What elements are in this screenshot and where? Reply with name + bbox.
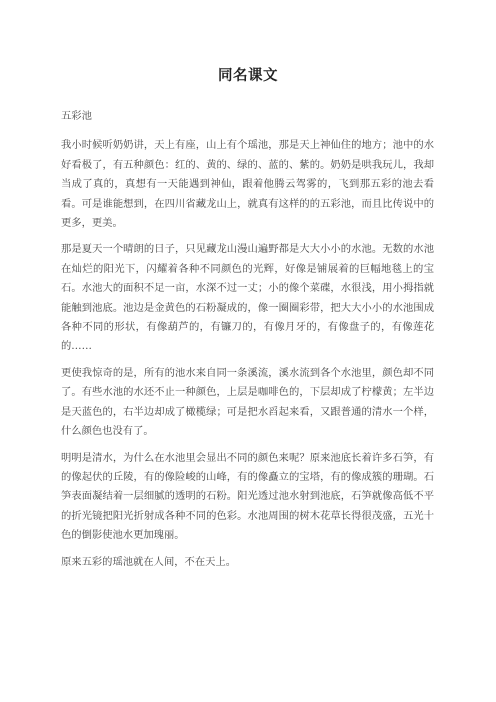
paragraph-1: 我小时候听奶奶讲，天上有座，山上有个瑶池，那是天上神仙住的地方；池中的水好看极了，有五种颜色：红的、黄的、绿的、蓝的、紫的。奶奶是哄我玩儿，我却当成了真的，真想有一天能遇到神仙，跟着他腾云驾雾的，飞到那五彩的池去看看。可是谁能想到，在四川省藏龙山上，就真有这样的的五彩池，而且比传说中的更多，更美。 <box>61 139 434 230</box>
paragraph-3: 更使我惊奇的是，所有的池水来自同一条溪流，溪水流到各个水池里，颜色却不同了。有些水池的水还不止一种颜色，上层是咖啡色的，下层却成了柠檬黄；左半边是天蓝色的，右半边却成了橄榄绿；可是把水舀起来看，又跟普通的清水一个样，什么颜色也没有了。 <box>61 366 434 438</box>
paragraph-5: 原来五彩的瑶池就在人间，不在天上。 <box>61 555 237 568</box>
document-title: 同名课文 <box>218 68 278 84</box>
lesson-subtitle: 五彩池 <box>61 110 92 122</box>
paragraph-4: 明明是清水，为什么在水池里会显出不同的颜色来呢？原来池底长着许多石笋，有的像起伏的丘陵，有的像险峻的山峰，有的像矗立的宝塔，有的像成簇的珊瑚。石笋表面凝结着一层细腻的透明的石粉。阳光透过池水射到池底，石笋就像高低不平的折光镜把阳光折射成各种不同的色彩。水池周围的树木花草长得很茂盛，五光十色的倒影使池水更加瑰丽。 <box>61 451 434 542</box>
paragraph-2: 那是夏天一个晴朗的日子，只见藏龙山漫山遍野都是大大小小的水池。无数的水池在灿烂的阳光下，闪耀着各种不同颜色的光辉，好像是铺展着的巨幅地毯上的宝石。水池大的面积不足一亩，水深不过一丈；小的像个菜碟，水很浅，用小拇指就能触到池底。池边是金黄色的石粉凝成的，像一圈圈彩带，把大大小小的水池围成各种不同的形状，有像葫芦的，有镰刀的，有像月牙的，有像盘子的，有像莲花的…… <box>61 243 434 353</box>
document-body <box>61 107 434 579</box>
